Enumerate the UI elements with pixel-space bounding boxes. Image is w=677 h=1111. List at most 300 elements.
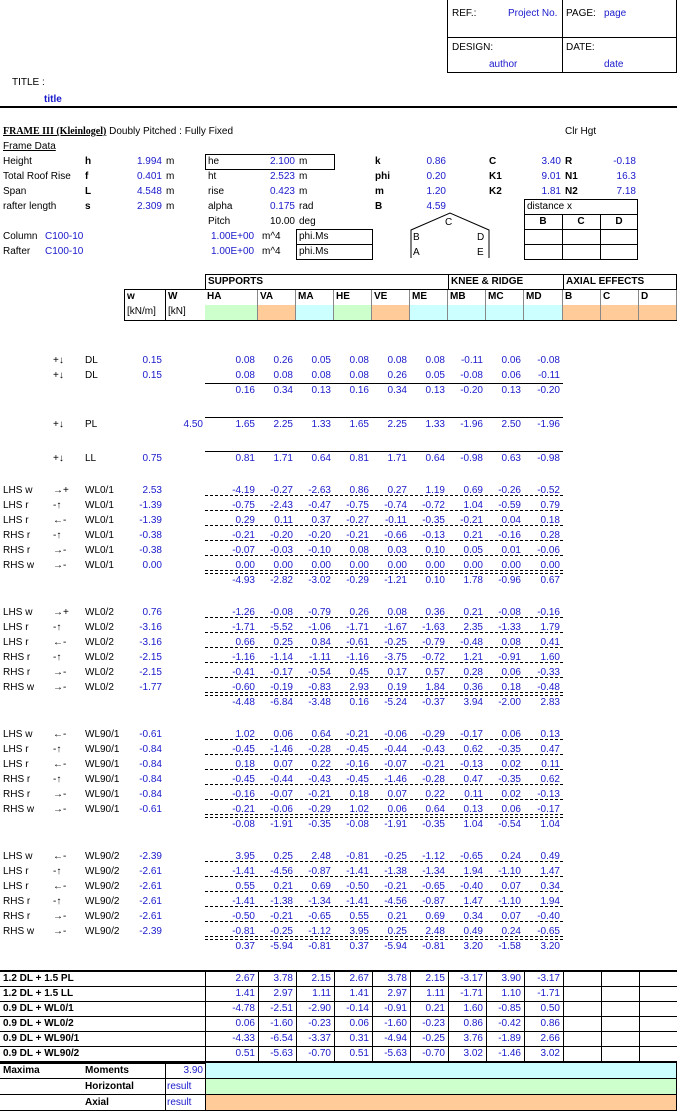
load-value-20-5: -0.43 bbox=[422, 744, 445, 755]
total-18-6: 3.94 bbox=[463, 697, 483, 708]
load-value-29-6: 1.47 bbox=[463, 896, 483, 907]
load-value-12-3: 0.26 bbox=[349, 607, 369, 618]
load-case-16: WL0/2 bbox=[85, 667, 114, 678]
load-value-19-3: -0.21 bbox=[346, 729, 369, 740]
col-header-mb: MB bbox=[448, 289, 486, 305]
load-value-5-7: -0.26 bbox=[498, 485, 521, 496]
diagram-label-e: E bbox=[477, 247, 484, 258]
geom-value-4: 10.00 bbox=[269, 216, 295, 227]
load-value-20-6: 0.62 bbox=[463, 744, 483, 755]
load-value-17-4: 0.19 bbox=[387, 682, 407, 693]
load-value-9-0: -0.07 bbox=[232, 545, 255, 556]
load-w-8: -0.38 bbox=[139, 530, 162, 541]
total-11-5: 0.10 bbox=[425, 575, 445, 586]
combo-value-1-1: 2.97 bbox=[273, 988, 293, 999]
total-32-8: 3.20 bbox=[540, 941, 560, 952]
load-value-31-6: 0.49 bbox=[463, 926, 483, 937]
load-value-1-7: 0.06 bbox=[501, 370, 521, 381]
load-value-27-2: -0.87 bbox=[308, 866, 331, 877]
load-arrow-30: →- bbox=[53, 911, 67, 922]
combo-value-3-3: 0.06 bbox=[349, 1018, 369, 1029]
total-18-4: -5.24 bbox=[384, 697, 407, 708]
load-value-7-4: -0.11 bbox=[384, 515, 407, 526]
load-w-20: -0.84 bbox=[139, 744, 162, 755]
load-value-4-1: 1.71 bbox=[273, 453, 293, 464]
load-case-1: DL bbox=[85, 370, 98, 381]
load-value-16-4: 0.17 bbox=[387, 667, 407, 678]
load-value-29-8: 1.94 bbox=[540, 896, 560, 907]
load-value-28-6: -0.40 bbox=[460, 881, 483, 892]
load-side-9: RHS r bbox=[3, 545, 31, 556]
total-2-7: 0.13 bbox=[501, 385, 521, 396]
load-arrow-7: ←- bbox=[53, 515, 67, 526]
combo-line-4 bbox=[0, 1046, 677, 1047]
load-value-16-8: -0.33 bbox=[537, 667, 560, 678]
coef2-value-1: 9.01 bbox=[541, 171, 561, 182]
load-w-9: -0.38 bbox=[139, 545, 162, 556]
load-side-31: RHS w bbox=[3, 926, 35, 937]
geom-unit-3: rad bbox=[299, 201, 314, 212]
maxima-row-label-1: Horizontal bbox=[85, 1081, 134, 1092]
load-side-19: LHS w bbox=[3, 729, 33, 740]
page-label: PAGE: bbox=[566, 8, 596, 19]
frame-data-symbol-1: f bbox=[85, 171, 89, 182]
coef-value-0: 0.86 bbox=[426, 156, 446, 167]
load-value-24-4: 0.06 bbox=[387, 804, 407, 815]
col-header-fill-9 bbox=[563, 305, 601, 320]
load-value-24-1: -0.06 bbox=[270, 804, 293, 815]
load-value-23-7: 0.02 bbox=[501, 789, 521, 800]
frame-data-label-0: Height bbox=[3, 156, 32, 167]
load-case-17: WL0/2 bbox=[85, 682, 114, 693]
load-value-20-7: -0.35 bbox=[498, 744, 521, 755]
load-value-4-6: -0.98 bbox=[460, 453, 483, 464]
load-arrow-0: +↓ bbox=[53, 355, 64, 366]
load-value-22-4: -1.46 bbox=[384, 774, 407, 785]
combo-col-2 bbox=[296, 971, 297, 1061]
load-value-19-0: 1.02 bbox=[235, 729, 255, 740]
total-2-0: 0.16 bbox=[235, 385, 255, 396]
load-side-5: LHS w bbox=[3, 485, 33, 496]
load-value-16-5: 0.57 bbox=[425, 667, 445, 678]
load-value-5-0: -4.19 bbox=[232, 485, 255, 496]
combo-line-1 bbox=[0, 1001, 677, 1002]
load-value-26-5: -1.12 bbox=[422, 851, 445, 862]
load-value-12-4: 0.08 bbox=[387, 607, 407, 618]
load-value-29-5: -0.87 bbox=[422, 896, 445, 907]
combo-value-3-2: -0.23 bbox=[308, 1018, 331, 1029]
load-arrow-20: -↑ bbox=[53, 744, 62, 755]
load-value-3-5: 1.33 bbox=[425, 419, 445, 430]
load-side-26: LHS w bbox=[3, 851, 33, 862]
total-2-1: 0.34 bbox=[273, 385, 293, 396]
load-value-15-3: -1.16 bbox=[346, 652, 369, 663]
load-value-1-4: 0.26 bbox=[387, 370, 407, 381]
combo-value-4-6: 3.76 bbox=[463, 1033, 483, 1044]
rafter-label: Rafter bbox=[3, 246, 31, 257]
load-value-27-0: -1.41 bbox=[232, 866, 255, 877]
frame-data-value-2: 4.548 bbox=[136, 186, 162, 197]
combo-col-1 bbox=[258, 971, 259, 1061]
load-value-7-5: -0.35 bbox=[422, 515, 445, 526]
combo-value-5-8: 3.02 bbox=[540, 1048, 560, 1059]
frame-data-unit-0: m bbox=[166, 156, 175, 167]
combo-col-0 bbox=[205, 971, 206, 1061]
load-value-14-6: -0.48 bbox=[460, 637, 483, 648]
load-value-4-7: 0.63 bbox=[501, 453, 521, 464]
load-value-28-0: 0.55 bbox=[235, 881, 255, 892]
frame-heading bbox=[3, 126, 233, 138]
title-label: TITLE : bbox=[12, 77, 45, 88]
coef-value-1: 0.20 bbox=[426, 171, 446, 182]
load-arrow-26: ←- bbox=[53, 851, 67, 862]
total-11-7: -0.96 bbox=[498, 575, 521, 586]
group-supports: SUPPORTS bbox=[208, 276, 264, 287]
load-side-7: LHS r bbox=[3, 515, 29, 526]
load-value-6-8: 0.79 bbox=[540, 500, 560, 511]
load-value-9-4: 0.03 bbox=[387, 545, 407, 556]
combo-label-5: 0.9 DL + WL90/2 bbox=[3, 1048, 80, 1059]
rafter-section: C100-10 bbox=[45, 246, 84, 257]
load-value-24-7: 0.06 bbox=[501, 804, 521, 815]
load-value-8-6: 0.21 bbox=[463, 530, 483, 541]
load-value-12-6: 0.21 bbox=[463, 607, 483, 618]
bigw-header: W bbox=[168, 291, 178, 302]
maxima-fill-1 bbox=[205, 1079, 677, 1094]
load-value-4-4: 1.71 bbox=[387, 453, 407, 464]
load-value-30-4: 0.21 bbox=[387, 911, 407, 922]
combo-value-4-8: 2.66 bbox=[540, 1033, 560, 1044]
load-arrow-23: →- bbox=[53, 789, 67, 800]
load-value-1-5: 0.05 bbox=[425, 370, 445, 381]
combo-value-3-8: 0.86 bbox=[540, 1018, 560, 1029]
load-value-8-5: -0.13 bbox=[422, 530, 445, 541]
total-18-0: -4.48 bbox=[232, 697, 255, 708]
load-side-6: LHS r bbox=[3, 500, 29, 511]
total-2-5: 0.13 bbox=[425, 385, 445, 396]
load-value-7-1: 0.11 bbox=[274, 515, 293, 526]
load-value-5-8: -0.52 bbox=[537, 485, 560, 496]
combo-value-5-0: 0.51 bbox=[235, 1048, 255, 1059]
frame-data-value-3: 2.309 bbox=[136, 201, 162, 212]
coef2-value-2: 1.81 bbox=[541, 186, 561, 197]
load-case-7: WL0/1 bbox=[85, 515, 114, 526]
load-arrow-31: →- bbox=[53, 926, 67, 937]
load-w-29: -2.61 bbox=[139, 896, 162, 907]
load-w-28: -2.61 bbox=[139, 881, 162, 892]
geom-value-3: 0.175 bbox=[269, 201, 295, 212]
combo-value-2-0: -4.78 bbox=[232, 1003, 255, 1014]
total-32-6: 3.20 bbox=[463, 941, 483, 952]
load-value-6-1: -2.43 bbox=[270, 500, 293, 511]
load-value-17-0: -0.60 bbox=[232, 682, 255, 693]
load-value-14-3: -0.61 bbox=[346, 637, 369, 648]
group-knee-ridge: KNEE & RIDGE bbox=[451, 276, 524, 287]
col-header-fill-7 bbox=[486, 305, 524, 320]
load-value-12-5: 0.36 bbox=[425, 607, 445, 618]
total-11-8: 0.67 bbox=[540, 575, 560, 586]
maxima-label: Maxima bbox=[3, 1065, 40, 1076]
load-w-12: 0.76 bbox=[142, 607, 162, 618]
load-arrow-10: →- bbox=[53, 560, 67, 571]
load-value-19-1: 0.06 bbox=[273, 729, 293, 740]
load-value-31-5: 2.48 bbox=[425, 926, 445, 937]
load-side-13: LHS r bbox=[3, 622, 29, 633]
load-value-5-5: 1.19 bbox=[425, 485, 445, 496]
load-value-14-4: -0.25 bbox=[384, 637, 407, 648]
load-value-0-7: 0.06 bbox=[501, 355, 521, 366]
coef-value-3: 4.59 bbox=[426, 201, 446, 212]
load-value-10-6: 0.00 bbox=[463, 560, 483, 571]
total-32-7: -1.58 bbox=[498, 941, 521, 952]
load-value-17-1: -0.19 bbox=[270, 682, 293, 693]
load-value-10-1: 0.00 bbox=[273, 560, 293, 571]
load-value-10-5: 0.00 bbox=[425, 560, 445, 571]
load-arrow-8: -↑ bbox=[53, 530, 62, 541]
frame-name: FRAME III (Kleinlogel) bbox=[3, 126, 107, 137]
load-value-30-8: -0.40 bbox=[537, 911, 560, 922]
combo-value-4-3: 0.31 bbox=[349, 1033, 369, 1044]
diagram-label-a: A bbox=[413, 247, 420, 258]
load-value-22-0: -0.45 bbox=[232, 774, 255, 785]
load-value-27-3: -1.41 bbox=[346, 866, 369, 877]
load-side-29: RHS r bbox=[3, 896, 31, 907]
frame-data-value-1: 0.401 bbox=[136, 171, 162, 182]
load-arrow-3: +↓ bbox=[53, 419, 64, 430]
load-value-12-1: -0.08 bbox=[270, 607, 293, 618]
load-value-22-7: -0.35 bbox=[498, 774, 521, 785]
col-header-fill-11 bbox=[639, 305, 677, 320]
load-arrow-24: →- bbox=[53, 804, 67, 815]
frame-desc: Doubly Pitched : Fully Fixed bbox=[109, 126, 234, 137]
load-value-9-7: 0.01 bbox=[501, 545, 521, 556]
load-value-30-7: 0.07 bbox=[501, 911, 521, 922]
coef3-value-2: 7.18 bbox=[616, 186, 636, 197]
geom-unit-4: deg bbox=[299, 216, 316, 227]
combo-value-1-0: 1.41 bbox=[235, 988, 255, 999]
load-value-3-6: -1.96 bbox=[460, 419, 483, 430]
load-value-29-4: -4.56 bbox=[384, 896, 407, 907]
load-value-7-7: 0.04 bbox=[501, 515, 521, 526]
load-value-6-2: -0.47 bbox=[308, 500, 331, 511]
load-value-27-4: -1.38 bbox=[384, 866, 407, 877]
load-value-13-5: -1.63 bbox=[422, 622, 445, 633]
load-value-10-2: 0.00 bbox=[311, 560, 331, 571]
col-header-d: D bbox=[639, 289, 677, 305]
load-w-4: 0.75 bbox=[142, 453, 162, 464]
total-line-32 bbox=[205, 939, 563, 940]
combo-value-1-3: 1.41 bbox=[349, 988, 369, 999]
load-side-20: LHS r bbox=[3, 744, 29, 755]
total-2-2: 0.13 bbox=[311, 385, 331, 396]
combo-value-3-6: 0.86 bbox=[463, 1018, 483, 1029]
combo-value-2-6: 1.60 bbox=[463, 1003, 483, 1014]
load-value-30-0: -0.50 bbox=[232, 911, 255, 922]
coef3-label-0: R bbox=[565, 156, 573, 167]
geom-value-0: 2.100 bbox=[269, 156, 295, 167]
load-case-0: DL bbox=[85, 355, 98, 366]
coef2-label-1: K1 bbox=[489, 171, 502, 182]
col-header-fill-2 bbox=[296, 305, 334, 320]
load-value-27-5: -1.34 bbox=[422, 866, 445, 877]
combo-value-0-1: 3.78 bbox=[273, 973, 293, 984]
load-w-5: 2.53 bbox=[142, 485, 162, 496]
load-w-21: -0.84 bbox=[139, 759, 162, 770]
load-value-26-8: 0.49 bbox=[540, 851, 560, 862]
load-w-7: -1.39 bbox=[139, 515, 162, 526]
load-w-30: -2.61 bbox=[139, 911, 162, 922]
load-value-28-7: 0.07 bbox=[501, 881, 521, 892]
load-value-3-4: 2.25 bbox=[387, 419, 407, 430]
combo-label-0: 1.2 DL + 1.5 PL bbox=[3, 973, 74, 984]
distance-title: distance x bbox=[527, 201, 573, 212]
combo-value-3-0: 0.06 bbox=[235, 1018, 255, 1029]
load-case-8: WL0/1 bbox=[85, 530, 114, 541]
col-header-fill-5 bbox=[410, 305, 448, 320]
load-value-27-1: -4.56 bbox=[270, 866, 293, 877]
load-value-22-6: 0.47 bbox=[463, 774, 483, 785]
load-value-20-1: -1.46 bbox=[270, 744, 293, 755]
load-value-16-0: -0.41 bbox=[232, 667, 255, 678]
load-value-6-6: 1.04 bbox=[463, 500, 483, 511]
frame-data-unit-2: m bbox=[166, 186, 175, 197]
load-arrow-21: ←- bbox=[53, 759, 67, 770]
load-value-7-2: 0.37 bbox=[311, 515, 331, 526]
total-18-8: 2.83 bbox=[540, 697, 560, 708]
combo-value-2-1: -2.51 bbox=[270, 1003, 293, 1014]
combo-value-1-6: -1.71 bbox=[460, 988, 483, 999]
column-inertia-unit: m^4 bbox=[262, 231, 281, 242]
title-value: title bbox=[44, 94, 62, 105]
combo-value-5-5: -0.70 bbox=[422, 1048, 445, 1059]
combo-value-4-4: -4.94 bbox=[384, 1033, 407, 1044]
rafter-inertia-unit: m^4 bbox=[262, 246, 281, 257]
combo-value-5-3: 0.51 bbox=[349, 1048, 369, 1059]
load-value-21-2: 0.22 bbox=[311, 759, 331, 770]
load-value-26-0: 3.95 bbox=[235, 851, 255, 862]
load-value-16-2: -0.54 bbox=[308, 667, 331, 678]
combo-value-4-1: -6.54 bbox=[270, 1033, 293, 1044]
coef-label-0: k bbox=[375, 156, 381, 167]
load-value-13-1: -5.52 bbox=[270, 622, 293, 633]
geom-label-3: alpha bbox=[208, 201, 233, 212]
load-w-14: -3.16 bbox=[139, 637, 162, 648]
load-value-15-4: -3.75 bbox=[384, 652, 407, 663]
load-value-1-2: 0.08 bbox=[311, 370, 331, 381]
load-value-0-3: 0.08 bbox=[349, 355, 369, 366]
load-value-19-5: -0.29 bbox=[422, 729, 445, 740]
load-value-6-3: -0.75 bbox=[346, 500, 369, 511]
distance-d: D bbox=[615, 216, 623, 227]
maxima-v2 bbox=[205, 1063, 206, 1110]
load-value-19-2: 0.64 bbox=[311, 729, 331, 740]
combo-value-5-4: -5.63 bbox=[384, 1048, 407, 1059]
total-11-2: -3.02 bbox=[308, 575, 331, 586]
bigw-unit: [kN] bbox=[168, 306, 186, 317]
load-value-4-5: 0.64 bbox=[425, 453, 445, 464]
load-value-9-8: -0.06 bbox=[537, 545, 560, 556]
col-header-c: C bbox=[601, 289, 639, 305]
load-value-1-0: 0.08 bbox=[235, 370, 255, 381]
load-value-15-1: -1.14 bbox=[270, 652, 293, 663]
combo-col-11 bbox=[639, 971, 640, 1061]
load-value-7-6: -0.21 bbox=[460, 515, 483, 526]
total-line-25 bbox=[205, 817, 563, 818]
load-value-30-1: -0.21 bbox=[270, 911, 293, 922]
load-value-14-1: 0.25 bbox=[273, 637, 293, 648]
load-value-12-8: -0.16 bbox=[537, 607, 560, 618]
load-side-8: RHS r bbox=[3, 530, 31, 541]
load-value-22-3: -0.45 bbox=[346, 774, 369, 785]
load-side-22: RHS r bbox=[3, 774, 31, 785]
total-25-4: -1.91 bbox=[384, 819, 407, 830]
col-header-fill-4 bbox=[372, 305, 410, 320]
load-value-24-6: 0.13 bbox=[463, 804, 483, 815]
geom-unit-0: m bbox=[299, 156, 308, 167]
load-value-26-1: 0.25 bbox=[273, 851, 293, 862]
total-32-2: -0.81 bbox=[308, 941, 331, 952]
total-18-2: -3.48 bbox=[308, 697, 331, 708]
coef-label-2: m bbox=[375, 186, 384, 197]
load-value-23-3: 0.18 bbox=[349, 789, 369, 800]
load-side-14: LHS r bbox=[3, 637, 29, 648]
col-header-fill-3 bbox=[334, 305, 372, 320]
load-value-14-8: 0.41 bbox=[540, 637, 560, 648]
load-case-21: WL90/1 bbox=[85, 759, 120, 770]
combo-value-0-3: 2.67 bbox=[349, 973, 369, 984]
load-case-30: WL90/2 bbox=[85, 911, 120, 922]
load-value-21-3: -0.16 bbox=[346, 759, 369, 770]
load-value-16-1: -0.17 bbox=[270, 667, 293, 678]
load-value-13-6: 2.35 bbox=[463, 622, 483, 633]
frame-data-label-3: rafter length bbox=[3, 201, 57, 212]
maxima-row-label-2: Axial bbox=[85, 1097, 109, 1108]
load-case-5: WL0/1 bbox=[85, 485, 114, 496]
total-11-3: -0.29 bbox=[346, 575, 369, 586]
coef3-label-2: N2 bbox=[565, 186, 578, 197]
page-value: page bbox=[604, 8, 627, 19]
geom-value-2: 0.423 bbox=[269, 186, 295, 197]
load-value-24-3: 1.02 bbox=[349, 804, 369, 815]
ref-label: REF.: bbox=[452, 8, 477, 19]
load-value-0-5: 0.08 bbox=[425, 355, 445, 366]
load-value-29-0: -1.41 bbox=[232, 896, 255, 907]
load-value-20-2: -0.28 bbox=[308, 744, 331, 755]
col-header-me: ME bbox=[410, 289, 448, 305]
load-value-26-2: 2.48 bbox=[311, 851, 331, 862]
load-value-3-3: 1.65 bbox=[349, 419, 369, 430]
load-value-8-0: -0.21 bbox=[232, 530, 255, 541]
w-header: w bbox=[127, 291, 135, 302]
load-value-3-7: 2.50 bbox=[501, 419, 521, 430]
combo-value-2-4: -0.91 bbox=[384, 1003, 407, 1014]
load-arrow-29: -↑ bbox=[53, 896, 62, 907]
load-case-15: WL0/2 bbox=[85, 652, 114, 663]
load-value-19-6: -0.17 bbox=[460, 729, 483, 740]
maxima-value-1: result bbox=[167, 1081, 192, 1092]
coef2-label-2: K2 bbox=[489, 186, 502, 197]
frame-data-unit-1: m bbox=[166, 171, 175, 182]
rafter-phi-ms: phi.Ms bbox=[299, 246, 329, 257]
load-value-19-4: -0.06 bbox=[384, 729, 407, 740]
combo-value-0-7: 3.90 bbox=[501, 973, 521, 984]
column-section: C100-10 bbox=[45, 231, 84, 242]
load-value-9-3: 0.08 bbox=[349, 545, 369, 556]
load-value-19-7: 0.06 bbox=[501, 729, 521, 740]
load-value-0-0: 0.08 bbox=[235, 355, 255, 366]
frame-data-label-2: Span bbox=[3, 186, 27, 197]
load-value-8-7: -0.16 bbox=[498, 530, 521, 541]
